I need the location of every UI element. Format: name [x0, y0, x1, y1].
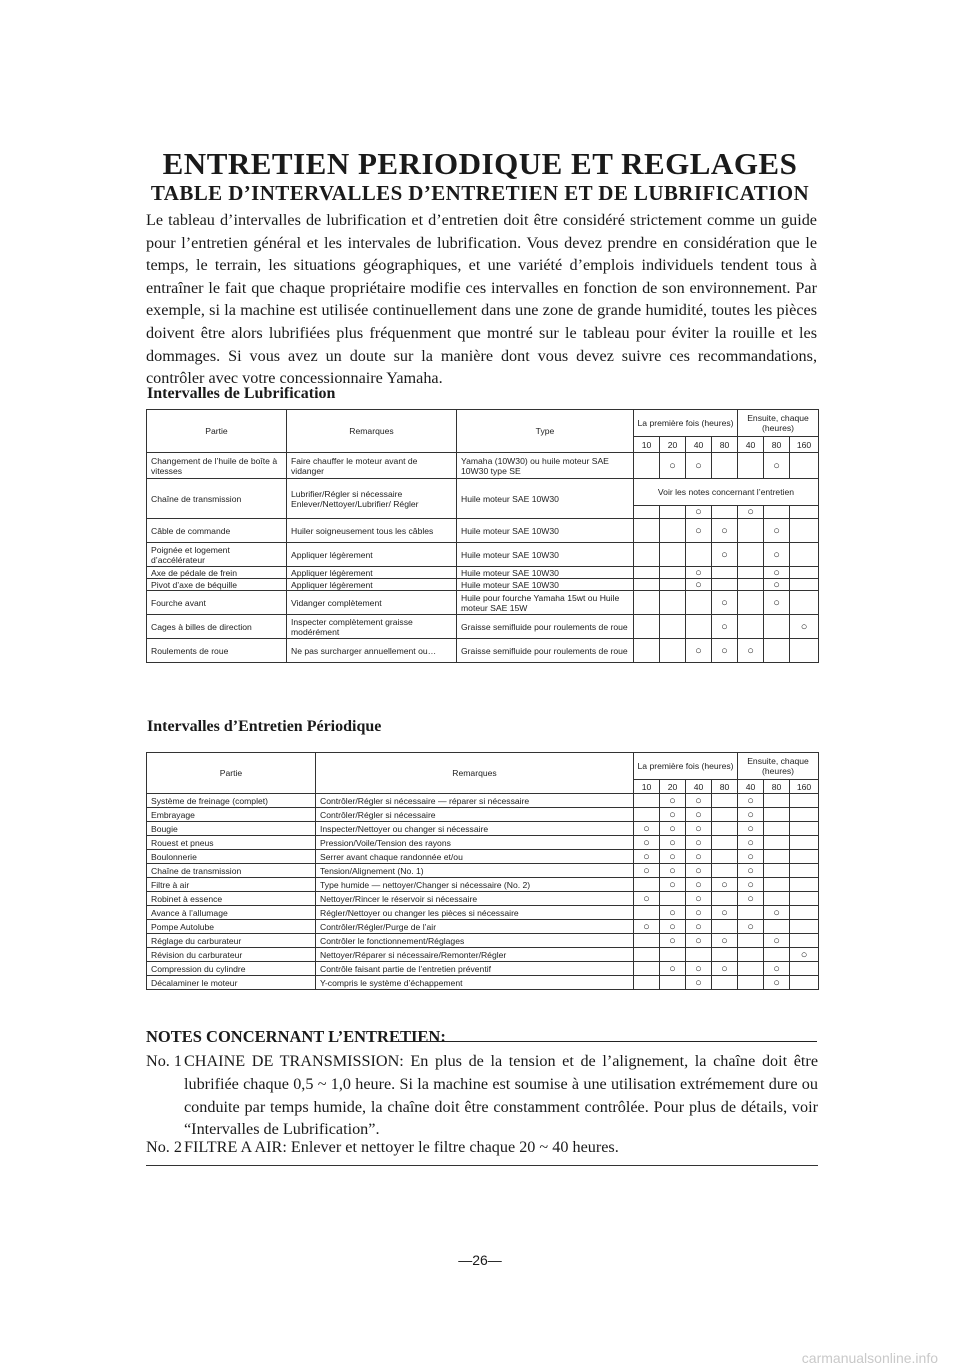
interval-mark: ○	[660, 850, 686, 864]
interval-mark	[660, 892, 686, 906]
interval-mark: ○	[660, 878, 686, 892]
group-then-each: Ensuite, chaque (heures)	[738, 753, 819, 780]
notes-rule	[395, 1041, 817, 1042]
cell-type: Graisse semifluide pour roulements de roue	[457, 639, 634, 663]
table-row	[147, 836, 819, 850]
interval-mark: ○	[686, 850, 712, 864]
hours-160: 160	[790, 437, 819, 453]
table-row	[147, 615, 819, 639]
table-row	[147, 567, 819, 579]
interval-mark	[686, 591, 712, 615]
interval-mark	[634, 591, 660, 615]
lubrication-heading: Intervalles de Lubrification	[147, 385, 336, 402]
interval-mark	[634, 579, 660, 591]
interval-mark	[764, 850, 790, 864]
interval-mark: ○	[686, 864, 712, 878]
cell-partie: Filtre à air	[147, 878, 316, 892]
interval-mark: ○	[738, 836, 764, 850]
interval-mark	[764, 639, 790, 663]
interval-mark: ○	[660, 794, 686, 808]
interval-mark	[686, 615, 712, 639]
interval-mark	[738, 519, 764, 543]
interval-mark	[634, 615, 660, 639]
table-row	[147, 920, 819, 934]
cell-remarques: Contrôler/Régler si nécessaire — réparer si nécessaire	[316, 794, 634, 808]
interval-mark	[790, 591, 819, 615]
interval-mark: ○	[738, 878, 764, 892]
cell-remarques: Pression/Voile/Tension des rayons	[316, 836, 634, 850]
interval-mark: ○	[686, 822, 712, 836]
intro-paragraph: Le tableau d’intervalles de lubrification et d’entretien doit être considéré strictement comme un guide pour l’entretien général et les intervales de lubrification. Vous devez prendre en considération que le temps, le terrain, les situations géographiques, et une variété d’emplois individuels tendent tous à entraîner le fait que chaque propriétaire modifie ces intervalles en fonction de son environnement. Par exemple, si la machine est utilisée continuellement dans une zone de grande humidité, toutes les pièces doivent être alors lubrifiées plus fréquenment que montré sur le tableau pour éviter la rouille et les dommages. Si vous avez un doute sur la manière dont vous devez suivre ces recommandations, contrôler avec votre concessionnaire Yamaha.	[146, 211, 817, 388]
interval-mark	[790, 639, 819, 663]
interval-mark: ○	[634, 836, 660, 850]
cell-partie: Boulonnerie	[147, 850, 316, 864]
interval-mark: ○	[686, 906, 712, 920]
cell-partie: Fourche avant	[147, 591, 287, 615]
col-partie: Partie	[147, 410, 287, 453]
interval-mark: ○	[686, 579, 712, 591]
col-type: Type	[457, 410, 634, 453]
cell-partie: Bougie	[147, 822, 316, 836]
note-2-text: FILTRE A AIR: Enlever et nettoyer le filtre chaque 20 ~ 40 heures.	[184, 1138, 619, 1156]
cell-remarques: Contrôler le fonctionnement/Réglages	[316, 934, 634, 948]
interval-mark	[634, 506, 660, 519]
interval-mark	[764, 822, 790, 836]
interval-mark: ○	[634, 850, 660, 864]
hours-10: 10	[634, 437, 660, 453]
interval-mark	[660, 591, 686, 615]
cell-partie: Embrayage	[147, 808, 316, 822]
interval-mark: ○	[686, 808, 712, 822]
interval-mark	[634, 934, 660, 948]
group-first-time: La première fois (heures)	[634, 753, 738, 780]
interval-mark: ○	[660, 962, 686, 976]
interval-mark	[790, 794, 819, 808]
cell-partie: Axe de pédale de frein	[147, 567, 287, 579]
interval-mark: ○	[660, 808, 686, 822]
table-row	[147, 794, 819, 808]
interval-mark: ○	[660, 906, 686, 920]
cell-remarques: Contrôler/Régler/Purge de l’air	[316, 920, 634, 934]
table-row	[147, 543, 819, 567]
interval-mark: ○	[738, 639, 764, 663]
cell-partie: Cages à billes de direction	[147, 615, 287, 639]
interval-mark	[764, 878, 790, 892]
interval-mark	[712, 453, 738, 479]
interval-mark: ○	[712, 962, 738, 976]
cell-remarques: Ne pas surcharger annuellement ou…	[287, 639, 457, 663]
interval-mark	[712, 567, 738, 579]
interval-mark: ○	[738, 892, 764, 906]
note-1-number: No. 1	[146, 1052, 182, 1070]
lubrication-table	[146, 409, 819, 663]
cell-partie: Rouest et pneus	[147, 836, 316, 850]
cell-type: Huile pour fourche Yamaha 15wt ou Huile moteur SAE 15W	[457, 591, 634, 615]
interval-mark: ○	[764, 567, 790, 579]
interval-mark	[790, 906, 819, 920]
interval-mark	[712, 794, 738, 808]
interval-mark	[738, 453, 764, 479]
interval-mark	[712, 864, 738, 878]
interval-mark	[712, 976, 738, 990]
note-2-number: No. 2	[146, 1138, 182, 1156]
interval-mark: ○	[686, 453, 712, 479]
cell-partie: Changement de l’huile de boîte à vitesses	[147, 453, 287, 479]
hours-20: 20	[660, 437, 686, 453]
interval-mark	[738, 579, 764, 591]
interval-mark	[790, 822, 819, 836]
cell-remarques: Tension/Alignement (No. 1)	[316, 864, 634, 878]
maintenance-table	[146, 752, 819, 990]
interval-mark	[738, 976, 764, 990]
cell-remarques: Appliquer légèrement	[287, 543, 457, 567]
interval-mark: ○	[738, 794, 764, 808]
cell-type: Huile moteur SAE 10W30	[457, 579, 634, 591]
interval-mark: ○	[660, 836, 686, 850]
interval-mark	[764, 506, 790, 519]
interval-mark	[738, 934, 764, 948]
interval-mark: ○	[686, 639, 712, 663]
interval-mark	[738, 567, 764, 579]
interval-mark: ○	[790, 615, 819, 639]
cell-remarques: Appliquer légèrement	[287, 567, 457, 579]
interval-mark: ○	[660, 822, 686, 836]
cell-remarques: Régler/Nettoyer ou changer les pièces si nécessaire	[316, 906, 634, 920]
table-row	[147, 591, 819, 615]
interval-mark	[634, 453, 660, 479]
table-row	[147, 976, 819, 990]
interval-mark: ○	[764, 591, 790, 615]
interval-mark: ○	[764, 906, 790, 920]
interval-mark	[764, 892, 790, 906]
col-remarques: Remarques	[316, 753, 634, 794]
interval-mark: ○	[660, 864, 686, 878]
interval-mark	[660, 543, 686, 567]
cell-type: Yamaha (10W30) ou huile moteur SAE 10W30 type SE	[457, 453, 634, 479]
interval-mark	[634, 543, 660, 567]
interval-mark: ○	[686, 934, 712, 948]
interval-mark	[790, 453, 819, 479]
cell-remarques: Huiler soigneusement tous les câbles	[287, 519, 457, 543]
hours-10: 10	[634, 780, 660, 794]
cell-remarques: Vidanger complètement	[287, 591, 457, 615]
hours-40: 40	[738, 780, 764, 794]
interval-mark: ○	[634, 864, 660, 878]
cell-partie: Compression du cylindre	[147, 962, 316, 976]
interval-mark: ○	[764, 962, 790, 976]
interval-mark: ○	[686, 506, 712, 519]
interval-mark	[790, 920, 819, 934]
note-1	[146, 1050, 818, 1141]
table-row	[147, 822, 819, 836]
interval-mark	[738, 948, 764, 962]
interval-mark	[764, 920, 790, 934]
interval-mark: ○	[712, 878, 738, 892]
interval-mark: ○	[764, 976, 790, 990]
interval-mark: ○	[686, 962, 712, 976]
interval-mark: ○	[686, 878, 712, 892]
interval-mark	[764, 794, 790, 808]
hours-80: 80	[764, 780, 790, 794]
table-row	[147, 850, 819, 864]
interval-mark	[660, 519, 686, 543]
interval-mark	[712, 948, 738, 962]
interval-mark	[712, 892, 738, 906]
cell-remarques: Serrer avant chaque randonnée et/ou	[316, 850, 634, 864]
interval-mark	[764, 948, 790, 962]
interval-mark	[634, 906, 660, 920]
table-row	[147, 519, 819, 543]
interval-mark	[764, 808, 790, 822]
interval-mark: ○	[686, 567, 712, 579]
interval-mark: ○	[764, 453, 790, 479]
bottom-rule	[146, 1165, 818, 1166]
interval-mark	[686, 543, 712, 567]
table-row	[147, 479, 819, 506]
cell-partie: Robinet à essence	[147, 892, 316, 906]
interval-mark	[764, 864, 790, 878]
interval-mark: ○	[634, 920, 660, 934]
interval-mark	[634, 878, 660, 892]
interval-mark	[790, 934, 819, 948]
interval-mark: ○	[712, 591, 738, 615]
interval-mark: ○	[634, 822, 660, 836]
cell-remarques: Lubrifier/Régler si nécessaire Enlever/Nettoyer/Lubrifier/ Régler	[287, 479, 457, 519]
cell-partie: Révision du carburateur	[147, 948, 316, 962]
hours-80: 80	[712, 780, 738, 794]
interval-mark	[660, 579, 686, 591]
interval-mark: ○	[712, 934, 738, 948]
interval-mark: ○	[764, 543, 790, 567]
note-1-text: CHAINE DE TRANSMISSION: En plus de la tension et de l’alignement, la chaîne doit être lubrifiée chaque 0,5 ~ 1,0 heure. Si la machine est soumise à une utilisation extrémement dure ou conduite par temps humide, la chaîne doit être constamment contrôlée. Pour plus de détails, voir “Intervalles de Lubrification”.	[184, 1052, 818, 1139]
interval-mark	[712, 506, 738, 519]
cell-type: Huile moteur SAE 10W30	[457, 543, 634, 567]
table-row	[147, 962, 819, 976]
interval-mark	[790, 850, 819, 864]
interval-mark	[634, 519, 660, 543]
cell-partie: Roulements de roue	[147, 639, 287, 663]
col-remarques: Remarques	[287, 410, 457, 453]
interval-mark: ○	[738, 920, 764, 934]
interval-mark	[738, 591, 764, 615]
interval-mark: ○	[712, 906, 738, 920]
interval-mark	[790, 579, 819, 591]
interval-mark: ○	[764, 579, 790, 591]
interval-mark	[660, 567, 686, 579]
hours-40: 40	[686, 780, 712, 794]
interval-mark	[634, 948, 660, 962]
cell-partie: Câble de commande	[147, 519, 287, 543]
interval-mark	[790, 878, 819, 892]
interval-mark	[660, 639, 686, 663]
cell-partie: Poignée et logement d’accélérateur	[147, 543, 287, 567]
interval-mark: ○	[790, 948, 819, 962]
notes-title: NOTES CONCERNANT L’ENTRETIEN:	[146, 1027, 446, 1046]
interval-mark	[738, 906, 764, 920]
interval-mark	[790, 543, 819, 567]
interval-mark	[660, 506, 686, 519]
interval-mark: ○	[686, 892, 712, 906]
cell-partie: Décalaminer le moteur	[147, 976, 316, 990]
interval-mark	[634, 567, 660, 579]
table-row	[147, 864, 819, 878]
interval-mark	[634, 639, 660, 663]
interval-mark	[634, 808, 660, 822]
cell-remarques: Y-compris le système d’échappement	[316, 976, 634, 990]
interval-mark: ○	[738, 506, 764, 519]
cell-remarques: Type humide — nettoyer/Changer si nécessaire (No. 2)	[316, 878, 634, 892]
interval-mark: ○	[686, 519, 712, 543]
hours-80: 80	[764, 437, 790, 453]
interval-mark	[712, 822, 738, 836]
cell-remarques: Faire chauffer le moteur avant de vidanger	[287, 453, 457, 479]
interval-mark: ○	[738, 864, 764, 878]
interval-mark	[790, 506, 819, 519]
cell-partie: Pompe Autolube	[147, 920, 316, 934]
note-2	[146, 1136, 818, 1159]
interval-mark	[764, 615, 790, 639]
cell-remarques: Inspecter/Nettoyer ou changer si nécessaire	[316, 822, 634, 836]
interval-mark: ○	[634, 892, 660, 906]
cell-partie: Réglage du carburateur	[147, 934, 316, 948]
interval-mark: ○	[660, 920, 686, 934]
interval-mark: ○	[686, 794, 712, 808]
page-subtitle: TABLE D’INTERVALLES D’ENTRETIEN ET DE LUBRIFICATION	[150, 181, 810, 205]
table-row	[147, 892, 819, 906]
interval-mark	[712, 808, 738, 822]
cell-type: Huile moteur SAE 10W30	[457, 519, 634, 543]
interval-mark: ○	[686, 836, 712, 850]
cell-partie: Chaîne de transmission	[147, 479, 287, 519]
cell-type: Huile moteur SAE 10W30	[457, 479, 634, 519]
interval-mark: ○	[660, 934, 686, 948]
page-number: —26—	[458, 1252, 502, 1268]
interval-mark	[790, 808, 819, 822]
interval-mark	[712, 920, 738, 934]
cell-remarques: Nettoyer/Rincer le réservoir si nécessaire	[316, 892, 634, 906]
table-row	[147, 453, 819, 479]
hours-80: 80	[712, 437, 738, 453]
table-row	[147, 948, 819, 962]
interval-mark	[712, 579, 738, 591]
interval-mark	[790, 962, 819, 976]
cell-partie: Chaîne de transmission	[147, 864, 316, 878]
interval-mark: ○	[764, 519, 790, 543]
cell-partie: Pivot d’axe de béquille	[147, 579, 287, 591]
cell-type: Graisse semifluide pour roulements de roue	[457, 615, 634, 639]
cell-remarques: Appliquer légèrement	[287, 579, 457, 591]
interval-mark: ○	[712, 519, 738, 543]
maintenance-heading: Intervalles d’Entretien Périodique	[147, 718, 382, 735]
cell-remarques: Nettoyer/Réparer si nécessaire/Remonter/Régler	[316, 948, 634, 962]
table-row	[147, 639, 819, 663]
interval-mark	[660, 976, 686, 990]
table-row	[147, 934, 819, 948]
interval-mark	[790, 836, 819, 850]
interval-mark	[738, 962, 764, 976]
interval-mark: ○	[686, 920, 712, 934]
table-row	[147, 808, 819, 822]
interval-mark	[790, 519, 819, 543]
cell-remarques: Inspecter complètement graisse modérément	[287, 615, 457, 639]
cell-type: Huile moteur SAE 10W30	[457, 567, 634, 579]
interval-mark	[634, 794, 660, 808]
interval-mark	[660, 615, 686, 639]
interval-mark: ○	[738, 822, 764, 836]
interval-mark	[634, 976, 660, 990]
interval-mark	[764, 836, 790, 850]
interval-mark: ○	[660, 453, 686, 479]
interval-mark	[738, 543, 764, 567]
table-row	[147, 878, 819, 892]
interval-mark: ○	[686, 976, 712, 990]
watermark: carmanualsonline.info	[801, 1350, 938, 1366]
hours-160: 160	[790, 780, 819, 794]
hours-40: 40	[686, 437, 712, 453]
interval-mark	[712, 836, 738, 850]
group-first-time: La première fois (heures)	[634, 410, 738, 437]
hours-40: 40	[738, 437, 764, 453]
hours-20: 20	[660, 780, 686, 794]
interval-mark	[790, 976, 819, 990]
interval-mark	[686, 948, 712, 962]
interval-mark	[712, 850, 738, 864]
cell-partie: Système de freinage (complet)	[147, 794, 316, 808]
interval-mark: ○	[712, 639, 738, 663]
interval-mark	[790, 864, 819, 878]
cell-remarques: Contrôle faisant partie de l’entretien préventif	[316, 962, 634, 976]
interval-mark	[790, 567, 819, 579]
chain-maintenance-note: Voir les notes concernant l’entretien	[634, 479, 819, 506]
interval-mark: ○	[712, 615, 738, 639]
interval-mark: ○	[712, 543, 738, 567]
table-row	[147, 906, 819, 920]
interval-mark: ○	[738, 808, 764, 822]
interval-mark: ○	[738, 850, 764, 864]
col-partie: Partie	[147, 753, 316, 794]
group-then-each: Ensuite, chaque (heures)	[738, 410, 819, 437]
cell-partie: Avance à l’allumage	[147, 906, 316, 920]
interval-mark	[790, 892, 819, 906]
interval-mark	[738, 615, 764, 639]
table-row	[147, 579, 819, 591]
interval-mark	[634, 962, 660, 976]
page-title: ENTRETIEN PERIODIQUE ET REGLAGES	[162, 146, 798, 181]
cell-remarques: Contrôler/Régler si nécessaire	[316, 808, 634, 822]
interval-mark: ○	[764, 934, 790, 948]
interval-mark	[660, 948, 686, 962]
